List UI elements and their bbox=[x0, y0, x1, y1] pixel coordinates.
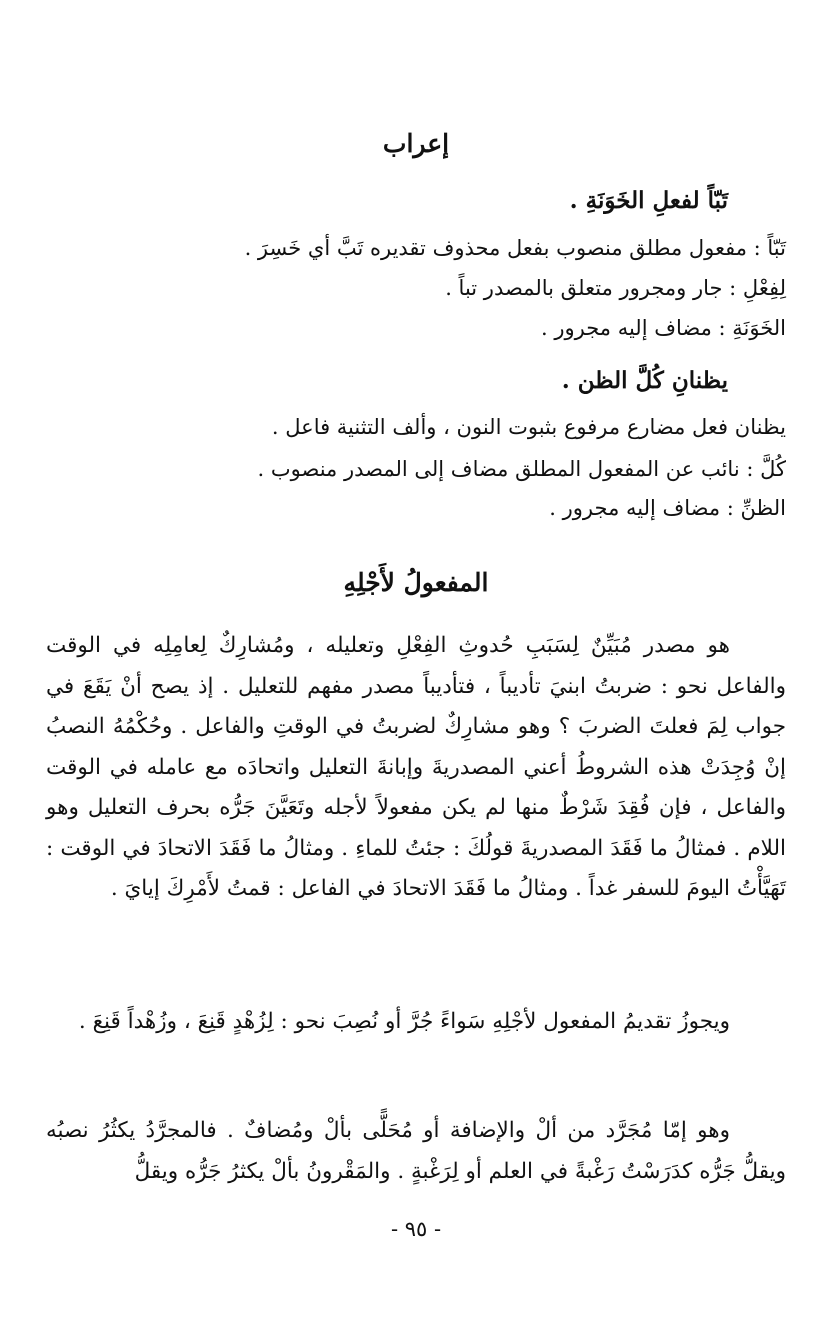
irab-example-2: يظنانِ كُلَّ الظن . bbox=[561, 367, 728, 394]
irab-line: يظنان فعل مضارع مرفوع بثبوت النون ، وألف التثنية فاعل . bbox=[271, 415, 786, 439]
irab-line: تَبّاً : مفعول مطلق منصوب بفعل محذوف تقديره تَبَّ أي خَسِرَ . bbox=[244, 236, 786, 260]
irab-heading: إعراب bbox=[382, 129, 450, 158]
body-paragraph: وهو إمّا مُجَرَّد من ألْ والإضافة أو مُحَلًّى بألْ ومُضافٌ . فالمجرَّدُ يكثُرُ نصبُه ويقلُّ جَرُّه كدَرَسْتُ رَغْبةً في العلم أو لِرَغْبةٍ . والمَقْرونُ بألْ يكثرُ جَرُّه ويقلُّ bbox=[46, 1118, 786, 1184]
body-paragraph: ويجوزُ تقديمُ المفعول لأجْلِهِ سَواءً جُرَّ أو نُصِبَ نحو : لِزُهْدٍ قَنِعَ ، وزُهْداً قَنِعَ . bbox=[78, 1009, 730, 1034]
irab-example-1: تَبّاً لفعلِ الخَوَنَةِ . bbox=[569, 187, 728, 214]
irab-line: الخَوَنَةِ : مضاف إليه مجرور . bbox=[541, 316, 786, 340]
section-heading: المفعولُ لأَجْلِهِ bbox=[343, 568, 489, 597]
irab-line: الظنِّ : مضاف إليه مجرور . bbox=[549, 496, 786, 520]
irab-line: لِفِعْلِ : جار ومجرور متعلق بالمصدر تباً . bbox=[445, 276, 786, 300]
body-paragraph: هو مصدر مُبَيِّنٌ لِسَبَبِ حُدوثِ الفِعْلِ وتعليله ، ومُشارِكٌ لِعامِلِه في الوقت والفاعل نحو : ضربتُ ابنيَ تأديباً ، فتأديباً مصدر مفهم للتعليل . إذ يصح أنْ يَقَعَ في جواب لِمَ فعلتَ الضربَ ؟ وهو مشارِكٌ لضربتُ في الوقتِ والفاعل . وحُكْمُهُ النصبُ إنْ وُجِدَتْ هذه الشروطُ أعني المصدريةَ وإبانةَ التعليل واتحادَه مع عامله في الوقت والفاعل ، فإن فُقِدَ شَرْطٌ منها لم يكن مفعولاً لأجله وتَعَيَّنَ جَرُّه بحرف التعليل وهو اللام . فمثالُ ما فَقَدَ المصدريةَ قولُكَ : جئتُ للماءِ . ومثالُ ما فَقَدَ الاتحادَ في الوقت : تَهَيَّأْتُ اليومَ للسفر غداً . ومثالُ ما فَقَدَ الاتحادَ في الفاعل : قمتُ لأَمْرِكَ إيايَ . bbox=[46, 633, 786, 901]
irab-line: كُلَّ : نائب عن المفعول المطلق مضاف إلى المصدر منصوب . bbox=[257, 457, 786, 481]
page-number: - ٩٥ - bbox=[390, 1217, 442, 1241]
